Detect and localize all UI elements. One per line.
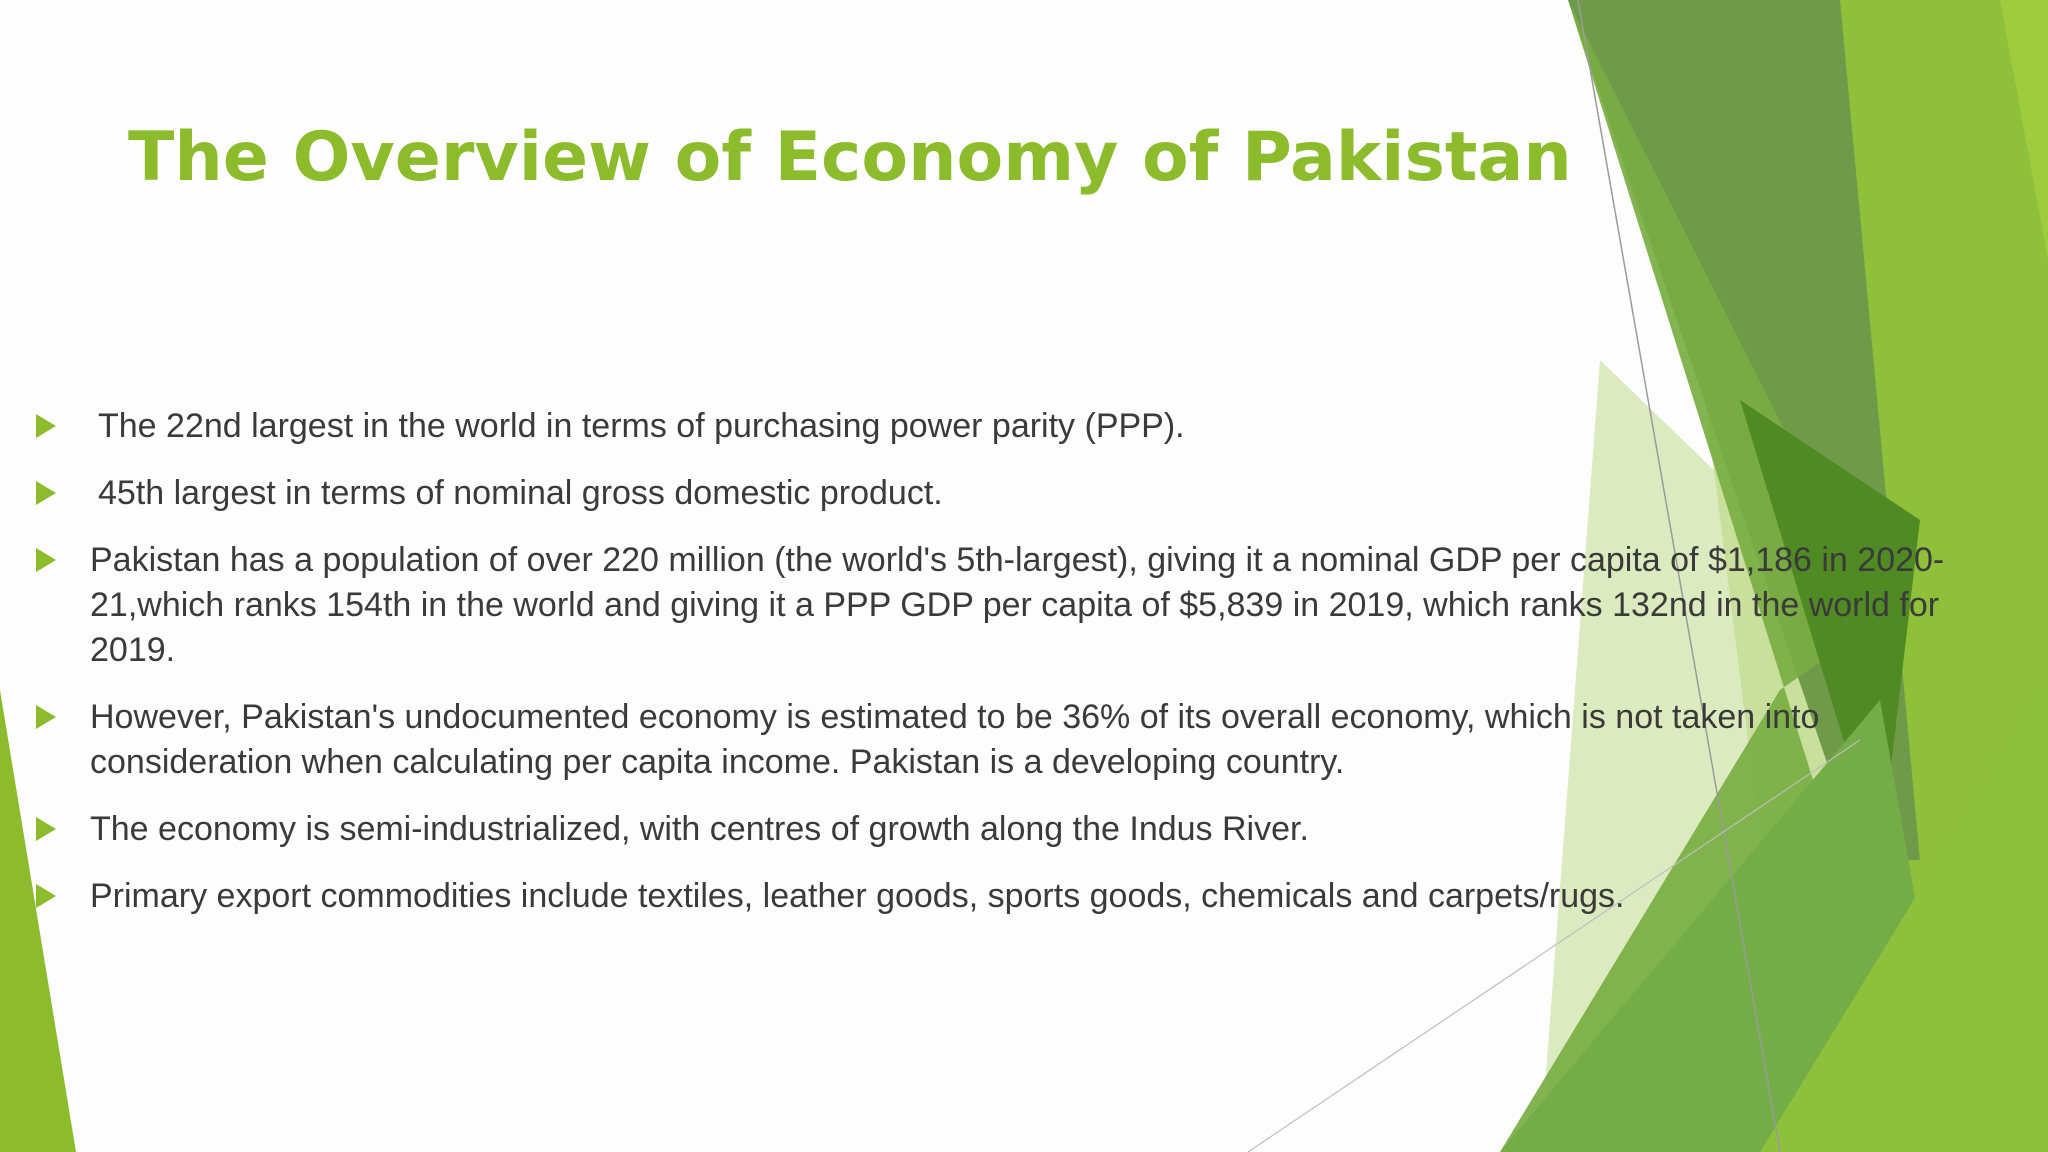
triangle-right-icon [36, 548, 56, 572]
slide-title: The Overview of Economy of Pakistan [128, 118, 1572, 197]
bullet-item [0, 538, 2000, 673]
bullet-item [0, 404, 2000, 449]
triangle-right-icon [36, 884, 56, 908]
bullet-text: 45th largest in terms of nominal gross domestic product. [98, 474, 943, 512]
bullet-text: The 22nd largest in the world in terms of purchasing power parity (PPP). [98, 407, 1185, 445]
bullet-text: However, Pakistan's undocumented economy is estimated to be 36% of its overall economy, which is not taken into consideration when calculating per capita income. Pakistan is a developing country. [90, 698, 1820, 781]
bullet-text: Pakistan has a population of over 220 million (the world's 5th-largest), giving it a nominal GDP per capita of $1,186 in 2020-21,which ranks 154th in the world and giving it a PPP GDP per capita of $5,839 in 2019, which ranks 132nd in the world for 2019. [90, 541, 1945, 669]
bullet-item [0, 471, 2000, 516]
bullet-item [0, 807, 2000, 852]
bullet-item [0, 695, 2000, 785]
triangle-right-icon [36, 817, 56, 841]
triangle-right-icon [36, 481, 56, 505]
bullet-item [0, 874, 2000, 919]
triangle-right-icon [36, 705, 56, 729]
bullet-list [0, 404, 2000, 941]
bullet-text: Primary export commodities include textiles, leather goods, sports goods, chemicals and carpets/rugs. [90, 877, 1625, 915]
triangle-right-icon [36, 414, 56, 438]
bullet-text: The economy is semi-industrialized, with centres of growth along the Indus River. [90, 810, 1309, 848]
